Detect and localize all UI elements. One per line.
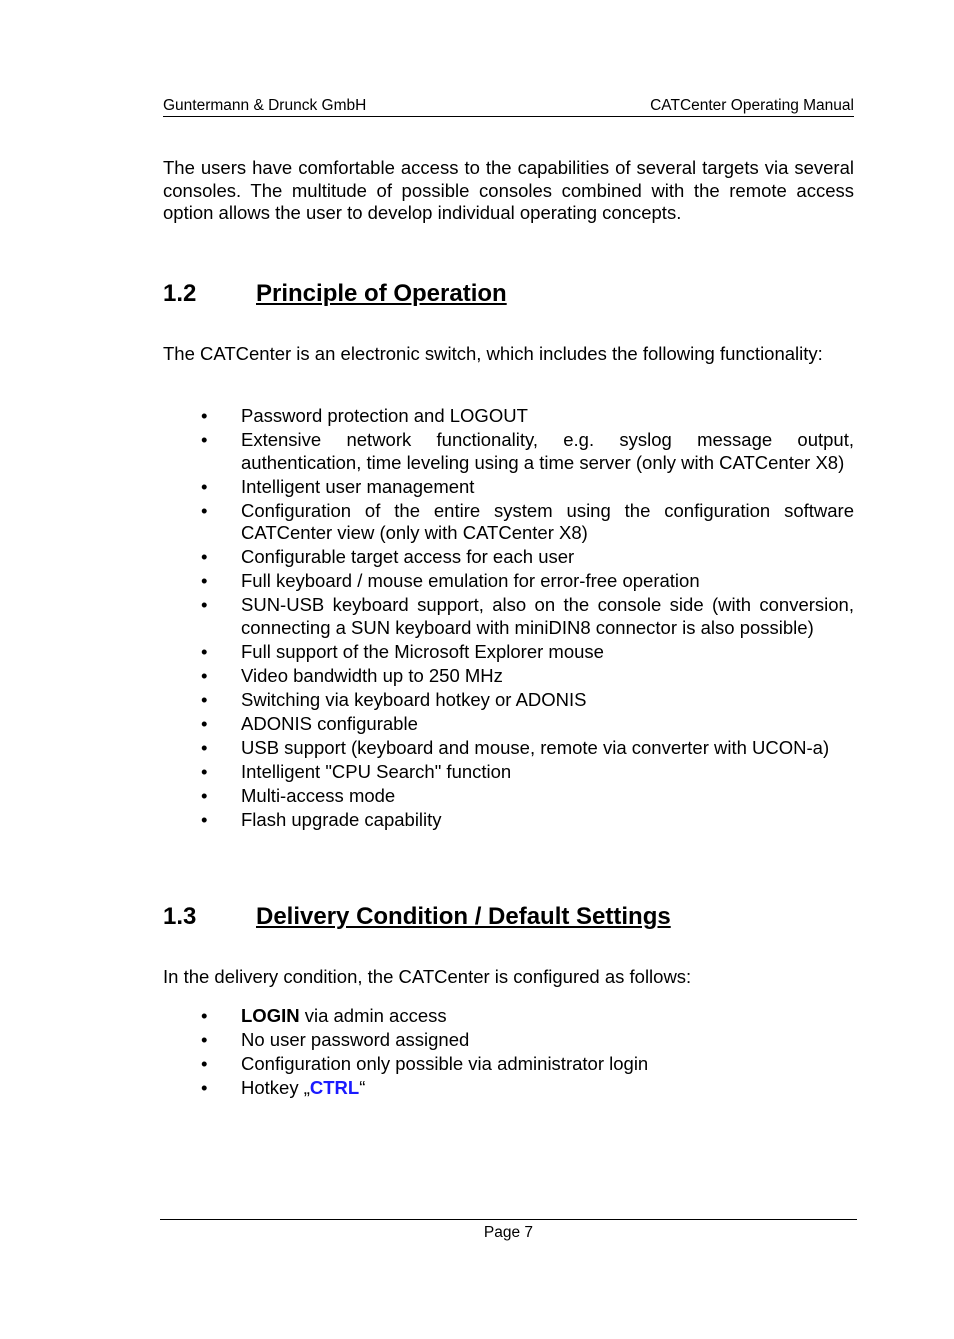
- intro-paragraph: The users have comfortable access to the capabilities of several targets via several consoles. The multitude of possible consoles combined with the remote access option allows the user to develop individual operating concepts.: [163, 157, 854, 223]
- list-item-text: USB support (keyboard and mouse, remote via converter with UCON-a): [241, 736, 830, 758]
- list-item: [163, 429, 854, 474]
- list-item: [163, 713, 854, 736]
- bullet-icon: •: [201, 594, 208, 615]
- list-item-text: Intelligent user management: [241, 475, 475, 497]
- list-item: [163, 405, 854, 428]
- bullet-icon: •: [201, 760, 208, 782]
- bullet-icon: •: [201, 736, 208, 758]
- list-item-text: Video bandwidth up to 250 MHz: [241, 664, 503, 686]
- list-item: [163, 546, 854, 569]
- section-title: Principle of Operation: [256, 280, 507, 307]
- list-item: [163, 476, 854, 499]
- list-item-text: Full keyboard / mouse emulation for error-free operation: [241, 570, 700, 591]
- list-item: [163, 1053, 854, 1076]
- bullet-icon: •: [201, 1077, 208, 1098]
- list-item-text: ADONIS configurable: [241, 712, 418, 734]
- list-item-text: Configuration only possible via administrator login: [241, 1053, 649, 1074]
- bullet-icon: •: [201, 570, 208, 591]
- list-item: [163, 1077, 854, 1100]
- bullet-icon: •: [201, 1053, 208, 1074]
- list-item-text: Password protection and LOGOUT: [241, 405, 528, 426]
- bullet-icon: •: [201, 688, 208, 710]
- list-item: [163, 570, 854, 593]
- bullet-icon: •: [201, 429, 208, 450]
- hotkey-ctrl: CTRL: [309, 1077, 360, 1098]
- list-item: [163, 761, 854, 784]
- login-text: via admin access: [299, 1005, 447, 1026]
- list-item-text: Multi-access mode: [241, 784, 396, 806]
- bullet-icon: •: [201, 1005, 208, 1026]
- list-item-text: Configuration of the entire system using the configuration software CATCenter view (only with CATCenter X8): [241, 499, 854, 543]
- bullet-icon: •: [201, 405, 208, 426]
- list-item-text: Intelligent "CPU Search" function: [241, 760, 512, 782]
- bullet-icon: •: [201, 784, 208, 806]
- list-item: [163, 641, 854, 664]
- list-item-text: No user password assigned: [241, 1029, 470, 1050]
- list-item: [163, 594, 854, 639]
- functionality-list: [163, 405, 854, 833]
- list-item: [163, 1029, 854, 1052]
- bullet-icon: •: [201, 640, 208, 662]
- footer-divider: [160, 1219, 857, 1220]
- bullet-icon: •: [201, 475, 208, 497]
- list-item: [163, 737, 854, 760]
- bullet-icon: •: [201, 664, 208, 686]
- list-item: [163, 1005, 854, 1028]
- bullet-icon: •: [201, 499, 208, 521]
- section-number: 1.2: [163, 280, 197, 307]
- default-settings-list: [163, 1005, 854, 1101]
- bullet-icon: •: [201, 546, 208, 567]
- section-1-3-intro: In the delivery condition, the CATCenter is configured as follows:: [163, 966, 692, 987]
- hotkey-prefix: Hotkey „: [241, 1077, 310, 1098]
- bullet-icon: •: [201, 712, 208, 734]
- list-item-text: Configurable target access for each user: [241, 546, 575, 567]
- list-item-text: Flash upgrade capability: [241, 808, 442, 830]
- page-number: Page 7: [483, 1224, 534, 1241]
- section-1-2-intro: The CATCenter is an electronic switch, which includes the following functionality:: [163, 343, 823, 364]
- list-item-text: Switching via keyboard hotkey or ADONIS: [241, 688, 587, 710]
- bullet-icon: •: [201, 808, 208, 830]
- section-title: Delivery Condition / Default Settings: [256, 903, 671, 930]
- list-item: [163, 785, 854, 808]
- hotkey-suffix: “: [359, 1077, 366, 1098]
- list-item: [163, 500, 854, 545]
- list-item: [163, 665, 854, 688]
- list-item: [163, 809, 854, 832]
- page-header: [163, 97, 854, 117]
- list-item-text: Extensive network functionality, e.g. syslog message output, authentication, time leveling using a time server (only with CATCenter X8): [241, 429, 854, 473]
- bullet-icon: •: [201, 1029, 208, 1050]
- list-item-text: SUN-USB keyboard support, also on the console side (with conversion, connecting a SUN keyboard with miniDIN8 connector is also possible): [241, 594, 854, 638]
- header-company: Guntermann & Drunck GmbH: [163, 97, 367, 114]
- list-item: [163, 689, 854, 712]
- list-item-text: Full support of the Microsoft Explorer mouse: [241, 640, 604, 662]
- login-keyword: LOGIN: [241, 1005, 300, 1026]
- header-manual-title: CATCenter Operating Manual: [650, 97, 854, 114]
- section-number: 1.3: [163, 903, 197, 930]
